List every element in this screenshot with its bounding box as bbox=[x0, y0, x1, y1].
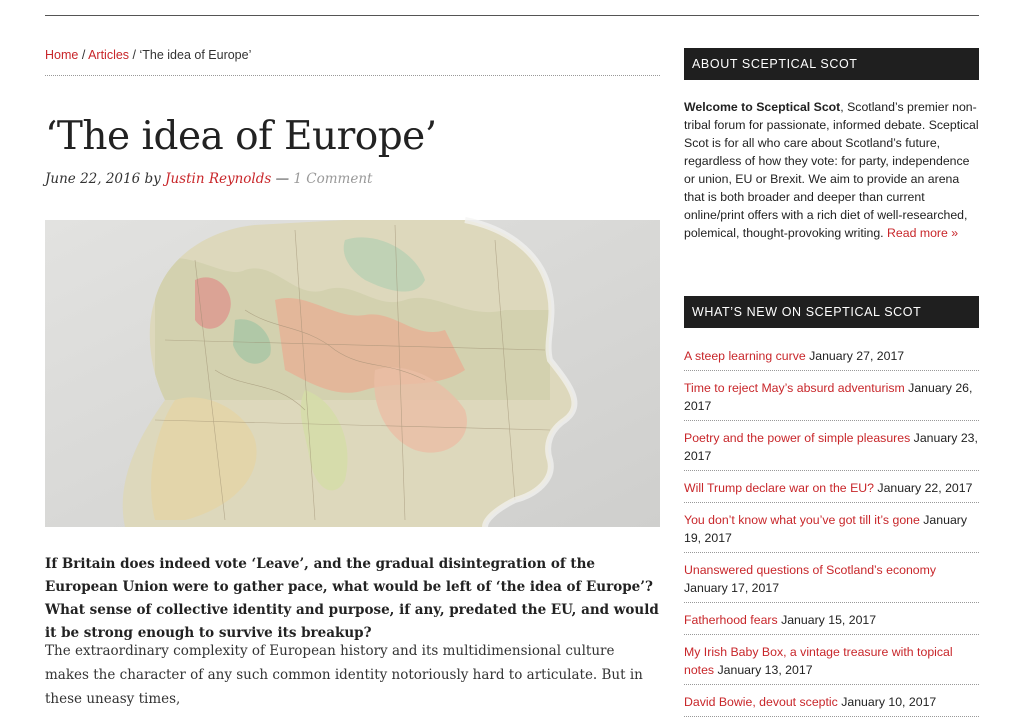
list-item bbox=[684, 508, 979, 553]
top-rule bbox=[45, 15, 979, 16]
breadcrumb-articles-link[interactable]: Articles bbox=[88, 48, 130, 62]
whats-new-list bbox=[684, 344, 979, 717]
article-meta bbox=[45, 171, 660, 191]
sidebar bbox=[684, 48, 979, 709]
list-item bbox=[684, 558, 979, 603]
news-date: January 19, 2017 bbox=[684, 513, 968, 545]
list-item bbox=[684, 640, 979, 685]
news-link[interactable]: David Bowie, devout sceptic bbox=[684, 695, 838, 709]
read-more-link[interactable]: Read more » bbox=[887, 226, 959, 240]
post-date: June 22, 2016 by bbox=[45, 171, 166, 187]
list-item bbox=[684, 476, 979, 503]
news-link[interactable]: Poetry and the power of simple pleasures bbox=[684, 431, 911, 445]
breadcrumb-separator: / bbox=[129, 48, 140, 62]
article-lead-paragraph: If Britain does indeed vote ‘Leave’, and the gradual disintegration of the European Union were to gather pace, what would be left of ‘the idea of Europe’? What sense of collective identity and purpose, if any, predated the EU, and would it be strong enough to survive its breakup? bbox=[45, 556, 659, 641]
news-link[interactable]: You don’t know what you’ve got till it’s gone bbox=[684, 513, 920, 527]
breadcrumb-current: ‘The idea of Europe’ bbox=[139, 48, 252, 62]
about-text bbox=[684, 98, 979, 242]
europe-map-profile-illustration bbox=[45, 220, 660, 527]
author-link[interactable]: Justin Reynolds bbox=[165, 171, 272, 187]
news-link[interactable]: Time to reject May’s absurd adventurism bbox=[684, 381, 905, 395]
breadcrumb-home-link[interactable]: Home bbox=[45, 48, 79, 62]
breadcrumb bbox=[45, 48, 660, 76]
list-item bbox=[684, 608, 979, 635]
hero-image bbox=[45, 220, 660, 527]
comments-link[interactable]: 1 Comment bbox=[293, 171, 373, 187]
news-date: January 10, 2017 bbox=[837, 695, 937, 709]
news-date: January 23, 2017 bbox=[684, 431, 978, 463]
article-body-paragraph: The extraordinary complexity of European history and its multidimensional culture makes the character of any such common identity notoriously hard to articulate. But in these uneasy times, bbox=[45, 643, 643, 707]
whats-new-title: WHAT’S NEW ON SCEPTICAL SCOT bbox=[684, 296, 979, 328]
news-date: January 27, 2017 bbox=[805, 349, 905, 363]
news-link[interactable]: Will Trump declare war on the EU? bbox=[684, 481, 874, 495]
whats-new-widget bbox=[684, 296, 979, 722]
news-date: January 15, 2017 bbox=[777, 613, 877, 627]
about-body: , Scotland’s premier non-tribal forum for passionate, informed debate. Sceptical Scot is for all who care about Scotland’s future, regardless of how they vote: for party, independence or union, EU or Brexit. We aim to provide an arena that is both broader and deeper than current online/print offers with a rich diet of well-researched, polemical, thought-provoking writing. bbox=[684, 100, 979, 240]
about-widget bbox=[684, 48, 979, 242]
meta-dash: — bbox=[271, 171, 294, 187]
page-title: ‘The idea of Europe’ bbox=[45, 114, 437, 159]
news-date: January 26, 2017 bbox=[684, 381, 973, 413]
breadcrumb-separator: / bbox=[78, 48, 89, 62]
about-widget-title: ABOUT SCEPTICAL SCOT bbox=[684, 48, 979, 80]
news-date: January 13, 2017 bbox=[714, 663, 813, 677]
list-item bbox=[684, 690, 979, 717]
list-item bbox=[684, 376, 979, 421]
list-item bbox=[684, 344, 979, 371]
news-link[interactable]: Fatherhood fears bbox=[684, 613, 778, 627]
news-date: January 17, 2017 bbox=[684, 581, 780, 595]
news-link[interactable]: My Irish Baby Box, a vintage treasure with topical notes bbox=[684, 645, 953, 677]
news-date: January 22, 2017 bbox=[874, 481, 973, 495]
news-link[interactable]: A steep learning curve bbox=[684, 349, 806, 363]
main-column bbox=[45, 48, 660, 707]
news-link[interactable]: Unanswered questions of Scotland’s economy bbox=[684, 563, 937, 577]
about-welcome: Welcome to Sceptical Scot bbox=[684, 100, 841, 114]
list-item bbox=[684, 426, 979, 471]
